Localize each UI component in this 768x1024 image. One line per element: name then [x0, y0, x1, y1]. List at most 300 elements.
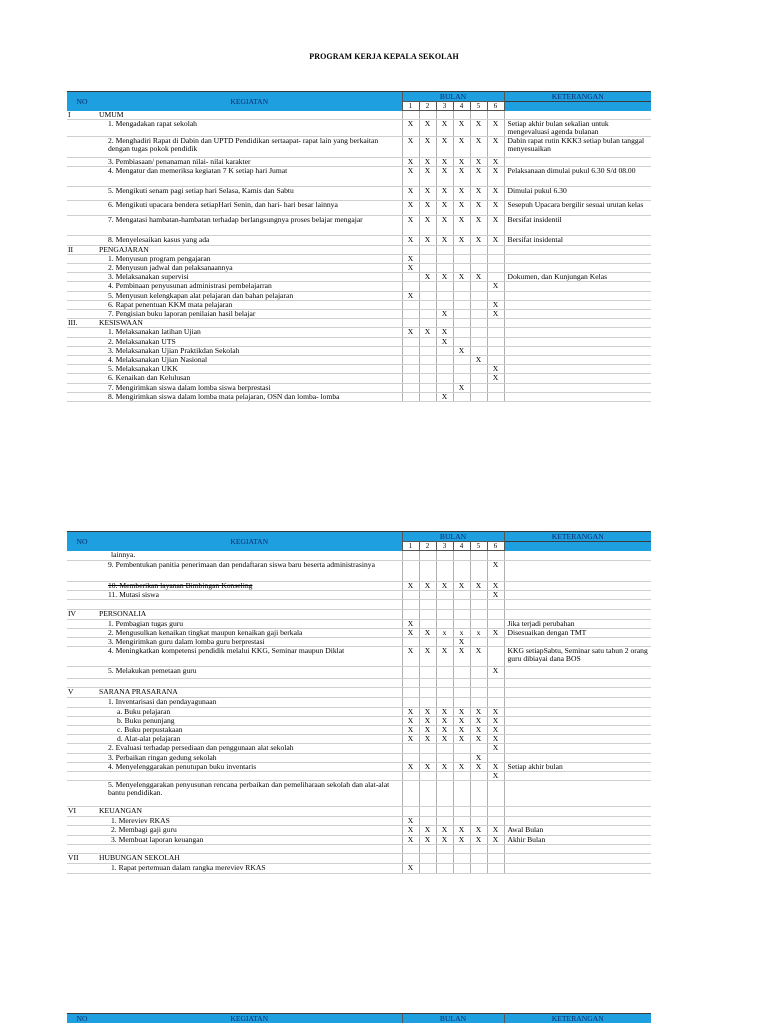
table-row [67, 591, 651, 600]
month-1-mark [402, 365, 419, 374]
month-6-mark: X [487, 726, 504, 735]
table-row [67, 187, 651, 201]
month-4-mark [453, 753, 470, 762]
table-row [67, 679, 651, 688]
month-3-mark [436, 600, 453, 609]
month-5-mark [470, 781, 487, 807]
table-row [67, 864, 651, 874]
month-2-mark: X [419, 762, 436, 771]
activity-cell [97, 119, 402, 136]
keterangan-cell [504, 807, 651, 817]
month-5-mark: X [470, 355, 487, 364]
month-4-mark: X [453, 201, 470, 216]
table-row [67, 201, 651, 216]
row-number [67, 273, 97, 282]
month-2-mark [419, 679, 436, 688]
month-6-mark [487, 753, 504, 762]
month-4-mark [453, 864, 470, 874]
month-2-mark: X [419, 735, 436, 744]
table-row [67, 647, 651, 667]
month-3-mark [436, 688, 453, 698]
month-3-mark [436, 753, 453, 762]
month-5: 5 [470, 542, 487, 551]
month-3-mark: X [436, 119, 453, 136]
month-4-mark: X [453, 638, 470, 647]
month-1-mark: X [402, 119, 419, 136]
month-1-mark [402, 679, 419, 688]
row-number [67, 309, 97, 318]
row-number [67, 355, 97, 364]
table-row [67, 826, 651, 835]
month-5-mark [470, 392, 487, 401]
month-4-mark [453, 254, 470, 263]
month-4-mark: X [453, 119, 470, 136]
table-row [67, 844, 651, 853]
month-3-mark: X [436, 392, 453, 401]
month-4-mark [453, 772, 470, 781]
month-6-mark: X [487, 236, 504, 245]
table-2-body [67, 551, 651, 874]
activity-text: 3. Mengirimkan guru dalam lomba guru berprestasi [108, 637, 265, 647]
month-6-mark [487, 245, 504, 254]
month-4-mark: X [453, 762, 470, 771]
activity-cell [97, 735, 402, 744]
month-2-mark: X [419, 835, 436, 844]
month-2-mark [419, 600, 436, 609]
month-2-mark [419, 781, 436, 807]
keterangan-cell [504, 864, 651, 874]
activity-text: 2. Evaluasi terhadap persediaan dan penggunaan alat sekolah [108, 743, 294, 753]
activity-cell [97, 772, 402, 781]
month-4-mark [453, 300, 470, 309]
row-number [67, 282, 97, 291]
month-4-mark [453, 392, 470, 401]
month-6-mark: X [487, 201, 504, 216]
activity-cell [97, 807, 402, 817]
month-3-mark [436, 817, 453, 826]
month-3-mark: X [436, 826, 453, 835]
month-1-mark [402, 591, 419, 600]
month-1: 1 [402, 102, 419, 111]
month-6-mark: X [487, 716, 504, 725]
month-6-mark [487, 392, 504, 401]
table-row [67, 716, 651, 725]
month-2-mark: X [419, 826, 436, 835]
keterangan-cell: Pelaksanaan dimulai pukul 6.30 S/d 08.00 [504, 167, 651, 187]
header-keterangan: KETERANGAN [504, 532, 651, 542]
row-number [67, 772, 97, 781]
month-5-mark: X [470, 273, 487, 282]
keterangan-cell [504, 374, 651, 383]
table-row [67, 319, 651, 328]
table-row [67, 735, 651, 744]
table-row [67, 273, 651, 282]
activity-text: 4. Mengatur dan memeriksa kegiatan 7 K setiap hari Jumat [108, 166, 288, 176]
month-4-mark [453, 667, 470, 679]
month-6-mark: X [487, 707, 504, 716]
month-5-mark [470, 263, 487, 272]
month-5: 5 [470, 102, 487, 111]
month-2-mark [419, 245, 436, 254]
keterangan-cell: KKG setiapSabtu, Seminar satu tahun 2 orang guru dibiayai dana BOS [504, 647, 651, 667]
activity-text: 1. Mengadakan rapat sekolah [108, 119, 197, 128]
month-6-mark: X [487, 826, 504, 835]
month-4-mark [453, 319, 470, 328]
month-5-mark [470, 591, 487, 600]
month-6-mark: X [487, 561, 504, 582]
month-2-mark: X [419, 628, 436, 637]
month-5-mark [470, 300, 487, 309]
table-row [67, 744, 651, 753]
month-4-mark: X [453, 216, 470, 236]
keterangan-cell: Bersifat insidental [504, 236, 651, 245]
month-1-mark [402, 319, 419, 328]
keterangan-cell: Disesuaikan dengan TMT [504, 628, 651, 637]
month-6-mark [487, 551, 504, 561]
month-3-mark [436, 383, 453, 392]
activity-text: 7. Mengatasi hambatan-hambatan terhadap berlangsungnya proses belajar mengajar [108, 215, 363, 225]
table-row [67, 111, 651, 120]
month-6-mark [487, 619, 504, 628]
month-1-mark: X [402, 582, 419, 591]
activity-cell [97, 667, 402, 679]
month-6-mark [487, 807, 504, 817]
month-1-mark: X [402, 826, 419, 835]
month-2-mark: X [419, 582, 436, 591]
month-2-mark [419, 111, 436, 120]
keterangan-cell [504, 355, 651, 364]
month-4-mark [453, 688, 470, 698]
table-row [67, 726, 651, 735]
month-5-mark [470, 744, 487, 753]
month-5-mark [470, 383, 487, 392]
month-4-mark [453, 807, 470, 817]
row-number [67, 551, 97, 561]
month-1-mark [402, 383, 419, 392]
month-5-mark [470, 111, 487, 120]
row-number: IV [67, 609, 97, 619]
month-1-mark: X [402, 619, 419, 628]
row-number [67, 392, 97, 401]
month-1-mark: X [402, 158, 419, 167]
month-2-mark: X [419, 726, 436, 735]
activity-cell [97, 167, 402, 187]
row-number [67, 346, 97, 355]
activity-cell [97, 328, 402, 337]
month-6-mark [487, 844, 504, 853]
row-number [67, 137, 97, 158]
keterangan-cell [504, 600, 651, 609]
table-row [67, 300, 651, 309]
month-3-mark: X [436, 726, 453, 735]
month-6-mark [487, 864, 504, 874]
activity-text: 1. Mereviev RKAS [111, 816, 170, 826]
month-1-mark [402, 355, 419, 364]
keterangan-cell [504, 254, 651, 263]
keterangan-cell: Setiap akhir bulan sekalian untuk mengevaluasi agenda bulanan [504, 119, 651, 136]
activity-text: PERSONALIA [99, 609, 147, 618]
header-bulan: BULAN [402, 532, 504, 542]
month-3-mark: X [436, 236, 453, 245]
month-3-mark [436, 263, 453, 272]
table-row [67, 392, 651, 401]
activity-text: 1. Pembagian tugas guru [108, 619, 184, 628]
row-number [67, 600, 97, 609]
month-4-mark: X [453, 735, 470, 744]
month-2-mark [419, 609, 436, 619]
row-number [67, 383, 97, 392]
month-4-mark [453, 365, 470, 374]
keterangan-cell: Jika terjadi perubahan [504, 619, 651, 628]
activity-text: 3. Melaksanakan Ujian Praktikdan Sekolah [108, 346, 240, 355]
month-6-mark: X [487, 744, 504, 753]
month-2-mark: X [419, 707, 436, 716]
month-3-mark: X [436, 647, 453, 667]
month-3-mark [436, 864, 453, 874]
month-2-mark [419, 282, 436, 291]
month-5-mark [470, 374, 487, 383]
activity-text: 3. Melaksanakan supervisi [108, 272, 189, 282]
month-4-mark [453, 679, 470, 688]
activity-cell [97, 864, 402, 874]
header-bulan: BULAN [402, 1014, 504, 1024]
row-number [67, 835, 97, 844]
month-3-mark [436, 346, 453, 355]
activity-text: 6. Kenaikan dan Kelulusan [108, 373, 191, 383]
row-number [67, 844, 97, 853]
month-6-mark [487, 383, 504, 392]
keterangan-cell [504, 698, 651, 707]
month-6-mark [487, 263, 504, 272]
month-2-mark [419, 365, 436, 374]
month-3-mark [436, 291, 453, 300]
row-number [67, 216, 97, 236]
month-4: 4 [453, 102, 470, 111]
month-1-mark: X [402, 647, 419, 667]
month-5-mark [470, 807, 487, 817]
month-6-mark [487, 817, 504, 826]
activity-cell [97, 716, 402, 725]
month-1-mark: X [402, 835, 419, 844]
month-4-mark [453, 374, 470, 383]
month-3-mark: X [436, 187, 453, 201]
month-4-mark: X [453, 826, 470, 835]
header-bulan: BULAN [402, 92, 504, 102]
keterangan-cell [504, 716, 651, 725]
month-5-mark: X [470, 167, 487, 187]
activity-cell [97, 254, 402, 263]
table-row [67, 619, 651, 628]
month-2-mark [419, 383, 436, 392]
table-row [67, 582, 651, 591]
row-number [67, 698, 97, 707]
keterangan-cell [504, 679, 651, 688]
month-1-mark [402, 282, 419, 291]
month-3-mark [436, 551, 453, 561]
row-number [67, 365, 97, 374]
table-row [67, 137, 651, 158]
month-4-mark: X [453, 346, 470, 355]
activity-text: 7. Pengisian buku laporan penilaian hasil belajar [108, 309, 256, 318]
keterangan-cell [504, 781, 651, 807]
month-5-mark: X [470, 707, 487, 716]
month-6-mark: X [487, 216, 504, 236]
table-row [67, 167, 651, 187]
activity-cell [97, 744, 402, 753]
month-4-mark [453, 291, 470, 300]
activity-text: UMUM [99, 110, 124, 119]
month-4-mark [453, 844, 470, 853]
activity-text: 2. Mengusulkan kenaikan tingkat maupun kenaikan gaji berkala [108, 628, 303, 637]
month-1-mark: X [402, 236, 419, 245]
row-number [67, 781, 97, 807]
row-number [67, 744, 97, 753]
activity-cell [97, 392, 402, 401]
activity-text: KESISWAAN [99, 318, 143, 328]
month-6-mark: X [487, 187, 504, 201]
row-number [67, 158, 97, 167]
month-2-mark: X [419, 647, 436, 667]
keterangan-cell [504, 817, 651, 826]
activity-cell [97, 355, 402, 364]
table-row [67, 254, 651, 263]
keterangan-cell [504, 688, 651, 698]
activity-cell [97, 753, 402, 762]
activity-cell [97, 591, 402, 600]
row-number [67, 716, 97, 725]
month-2-mark [419, 254, 436, 263]
row-number [67, 328, 97, 337]
month-2-mark: X [419, 216, 436, 236]
table-row [67, 383, 651, 392]
keterangan-cell: Dabin rapat rutin KKK3 setiap bulan tanggal menyesuaikan [504, 137, 651, 158]
month-2-mark [419, 561, 436, 582]
month-1-mark: X [402, 291, 419, 300]
row-number [67, 707, 97, 716]
month-1-mark [402, 111, 419, 120]
activity-cell [97, 111, 402, 120]
activity-cell [97, 817, 402, 826]
table-row [67, 600, 651, 609]
table-row [67, 854, 651, 864]
month-5-mark [470, 772, 487, 781]
month-3-mark: X [436, 167, 453, 187]
activity-text: PENGAJARAN [99, 245, 149, 254]
table-row [67, 688, 651, 698]
row-number [67, 667, 97, 679]
keterangan-cell [504, 291, 651, 300]
activity-text: KEUANGAN [99, 806, 143, 816]
month-1-mark [402, 309, 419, 318]
activity-text: 5. Melaksanakan UKK [108, 364, 178, 374]
activity-cell [97, 698, 402, 707]
row-number [67, 582, 97, 591]
month-4: 4 [453, 542, 470, 551]
month-5-mark: X [470, 716, 487, 725]
month-4-mark [453, 337, 470, 346]
month-5-mark [470, 365, 487, 374]
activity-cell [97, 679, 402, 688]
activity-cell [97, 854, 402, 864]
month-6-mark: X [487, 582, 504, 591]
activity-cell [97, 781, 402, 807]
month-1-mark [402, 744, 419, 753]
keterangan-cell: Bersifat insidentil [504, 216, 651, 236]
activity-cell [97, 647, 402, 667]
keterangan-cell [504, 753, 651, 762]
month-4-mark [453, 698, 470, 707]
month-4-mark [453, 854, 470, 864]
activity-cell [97, 638, 402, 647]
month-1-mark [402, 609, 419, 619]
month-5-mark [470, 346, 487, 355]
month-4-mark [453, 328, 470, 337]
activity-cell [97, 688, 402, 698]
table-row [67, 707, 651, 716]
table-row [67, 374, 651, 383]
activity-text: c. Buku perpustakaan [117, 725, 183, 735]
activity-text: 8. Mengirimkan siswa dalam lomba mata pelajaran, OSN dan lomba- lomba [108, 392, 340, 401]
table-row [67, 216, 651, 236]
month-2-mark: X [419, 236, 436, 245]
activity-text: 1. Menyusun program pengajaran [108, 254, 211, 263]
activity-text: 2. Menyusun jadwal dan pelaksanaannya [108, 263, 233, 272]
month-1-mark: X [402, 628, 419, 637]
activity-cell [97, 844, 402, 853]
month-5-mark [470, 679, 487, 688]
row-number [67, 726, 97, 735]
activity-cell [97, 582, 402, 591]
month-4-mark: X [453, 137, 470, 158]
table-row [67, 365, 651, 374]
activity-cell [97, 319, 402, 328]
keterangan-cell: Setiap akhir bulan [504, 762, 651, 771]
month-3-mark: X [436, 835, 453, 844]
month-3-mark [436, 679, 453, 688]
month-3-mark [436, 282, 453, 291]
header-keterangan: KETERANGAN [504, 1014, 651, 1024]
month-2-mark [419, 309, 436, 318]
row-number [67, 119, 97, 136]
table-row [67, 753, 651, 762]
table-row [67, 781, 651, 807]
activity-text: 5. Melakukan pemetaan guru [108, 666, 197, 676]
activity-text: 2. Melaksanakan UTS [108, 337, 176, 346]
header-no: NO [67, 92, 97, 111]
month-4-mark: X [453, 236, 470, 245]
keterangan-cell [504, 667, 651, 679]
month-3-mark: X [436, 582, 453, 591]
month-3-mark [436, 844, 453, 853]
month-5-mark [470, 698, 487, 707]
activity-text: 5. Menyelenggarakan penyusunan rencana perbaikan dan pemeliharaan sekolah dan alat-alat bantu pendidikan. [108, 780, 390, 798]
month-3-mark [436, 698, 453, 707]
activity-text: 2. Menghadiri Rapat di Dabin dan UPTD Pendidikan sertaapat- rapat lain yang berkaitan dengan tugas pokok pendidik [108, 136, 379, 154]
month-2-mark [419, 667, 436, 679]
keterangan-cell: Dokumen, dan Kunjungan Kelas [504, 273, 651, 282]
activity-text: 3. Perbaikan ringan gedung sekolah [108, 753, 217, 762]
month-2-mark: X [419, 119, 436, 136]
month-2-mark [419, 753, 436, 762]
month-1-mark: X [402, 716, 419, 725]
month-3-mark [436, 667, 453, 679]
month-4-mark [453, 111, 470, 120]
keterangan-cell: Sesepuh Upacara bergilir sesuai urutan kelas [504, 201, 651, 216]
activity-cell [97, 216, 402, 236]
month-6-mark: X [487, 282, 504, 291]
table-row [67, 309, 651, 318]
month-4-mark [453, 817, 470, 826]
